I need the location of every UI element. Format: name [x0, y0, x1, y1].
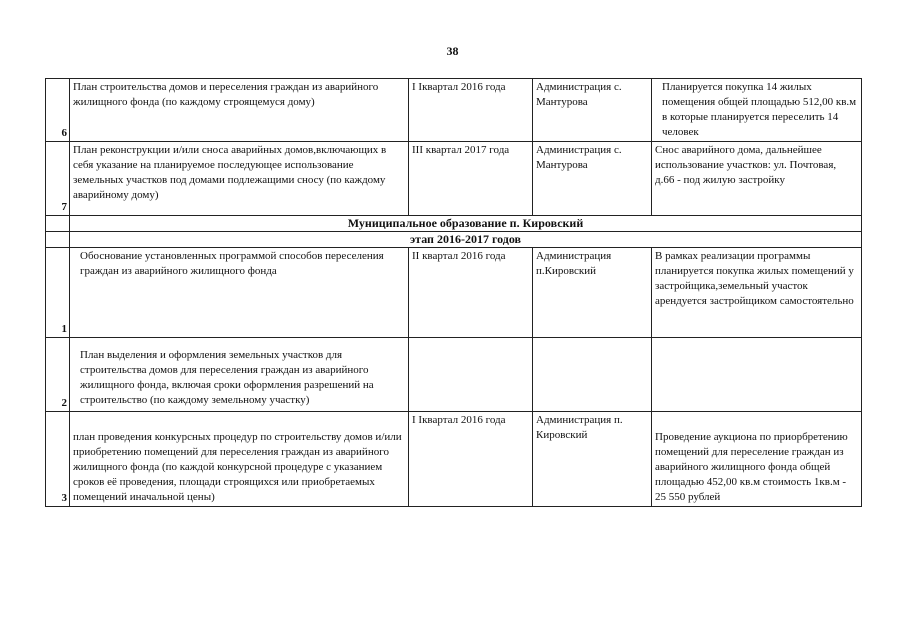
- period-cell: [409, 338, 533, 412]
- task-cell: Обоснование установленных программой способов переселения граждан из аварийного жилищного фонда: [70, 248, 409, 338]
- responsible-cell: Администрация п. Кировский: [533, 412, 652, 507]
- responsible-cell: Администрация п.Кировский: [533, 248, 652, 338]
- table-row: [46, 412, 862, 507]
- stage-title: этап 2016-2017 годов: [70, 232, 862, 248]
- responsible-cell: [533, 338, 652, 412]
- task-cell: План выделения и оформления земельных участков для строительства домов для переселения граждан из аварийного жилищного фонда, включая сроки оформления разрешений на строительство (по каждому земельному участку): [70, 338, 409, 412]
- task-cell: план проведения конкурсных процедур по строительству домов и/или приобретению помещений для переселения граждан из аварийного жилищного фонда (по каждой конкурсной процедуре с указанием сроков её проведения, площади строящихся или приобретаемых помещений иначальной цены): [70, 412, 409, 507]
- note-cell: В рамках реализации программы планируется покупка жилых помещений у застройщика,земельный участок арендуется застройщиком самостоятельно: [652, 248, 862, 338]
- row-number: 7: [46, 142, 70, 216]
- period-cell: II квартал 2016 года: [409, 248, 533, 338]
- task-cell: План реконструкции и/или сноса аварийных домов,включающих в себя указание на планируемое последующее использование земельных участков под домами подлежащими сносу (по каждому аварийному дому): [70, 142, 409, 216]
- responsible-cell: Администрация с. Мантурова: [533, 142, 652, 216]
- table-row: [46, 142, 862, 216]
- note-cell: Планируется покупка 14 жилых помещения общей площадью 512,00 кв.м в которые планируется переселить 14 человек: [652, 79, 862, 142]
- section-title: Муниципальное образование п. Кировский: [70, 216, 862, 232]
- note-cell: [652, 338, 862, 412]
- responsible-cell: Администрация с. Мантурова: [533, 79, 652, 142]
- table-row: [46, 79, 862, 142]
- table-row: [46, 338, 862, 412]
- stage-row: [46, 232, 862, 248]
- program-table: [45, 78, 862, 507]
- period-cell: I Iквартал 2016 года: [409, 412, 533, 507]
- period-cell: III квартал 2017 года: [409, 142, 533, 216]
- section-row: [46, 216, 862, 232]
- row-number: 1: [46, 248, 70, 338]
- note-cell: Проведение аукциона по приорбретению помещений для переселение граждан из аварийного жилищного фонда общей площадью 452,00 кв.м стоимость 1кв.м - 25 550 рублей: [652, 412, 862, 507]
- task-cell: План строительства домов и переселения граждан из аварийного жилищного фонда (по каждому строящемуся дому): [70, 79, 409, 142]
- row-number: 3: [46, 412, 70, 507]
- row-number: 6: [46, 79, 70, 142]
- table-row: [46, 248, 862, 338]
- page-number: 38: [446, 44, 459, 58]
- note-cell: Снос аварийного дома, дальнейшее использование участков: ул. Почтовая, д.66 - под жилую застройку: [652, 142, 862, 216]
- row-number: 2: [46, 338, 70, 412]
- period-cell: I Iквартал 2016 года: [409, 79, 533, 142]
